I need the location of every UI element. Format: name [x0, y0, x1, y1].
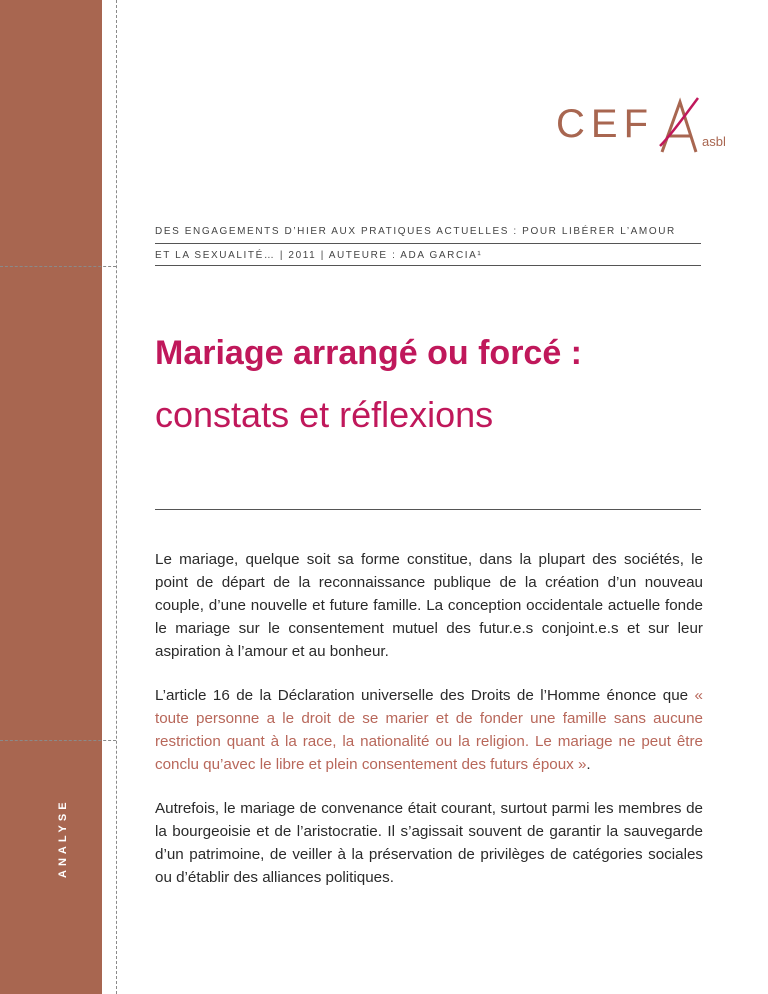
- paragraph-2-intro: L’article 16 de la Déclaration universelle des Droits de l’Homme énonce que: [155, 687, 695, 704]
- page-title: Mariage arrangé ou forcé :: [155, 334, 583, 372]
- horizontal-dashed-guide-top: [0, 266, 116, 267]
- page-subtitle: constats et réflexions: [155, 394, 494, 435]
- header-line-2: ET LA SEXUALITÉ… | 2011 | AUTEURE : ADA GARCIA¹: [155, 250, 483, 261]
- header-rule-1: [155, 243, 701, 244]
- paragraph-1: Le mariage, quelque soit sa forme constitue, dans la plupart des sociétés, le point de départ de la reconnaissance publique de la création d’un nouveau couple, d’une nouvelle et future famille. La conception occidentale actuelle fonde le mariage sur le consentement mutuel des futur.e.s conjoint.e.s et sur leur aspiration à l’amour et au bonheur.: [155, 551, 703, 660]
- paragraph-3: Autrefois, le mariage de convenance était courant, surtout parmi les membres de la bourgeoisie et de l’aristocratie. Il s’agissait souvent de garantir la sauvegarde d’un patrimoine, de veiller à la préservation de privilèges de catégories sociales ou d’établir des alliances politiques.: [155, 800, 703, 886]
- vertical-dashed-guide: [116, 0, 117, 994]
- horizontal-dashed-guide-bottom: [0, 740, 116, 741]
- paragraph-2-quote: « toute personne a le droit de se marier et de fonder une famille sans aucune restriction quant à la race, la nationalité ou la religion. Le mariage ne peut être conclu qu’avec le libre et plein consentement des futurs époux »: [155, 687, 703, 773]
- paragraph-2: [155, 684, 703, 776]
- title-divider: [155, 509, 701, 510]
- cefa-logo: [556, 96, 726, 166]
- logo-wordmark: CEF: [556, 102, 654, 146]
- header-line-1: DES ENGAGEMENTS D’HIER AUX PRATIQUES ACTUELLES : POUR LIBÉRER L’AMOUR: [155, 226, 676, 237]
- logo-accent-a-icon: [658, 96, 702, 156]
- side-label: ANALYSE: [57, 798, 69, 878]
- header-rule-2: [155, 265, 701, 266]
- logo-suffix: asbl: [702, 134, 726, 149]
- side-band: [0, 0, 102, 994]
- paragraph-2-end: .: [586, 756, 591, 773]
